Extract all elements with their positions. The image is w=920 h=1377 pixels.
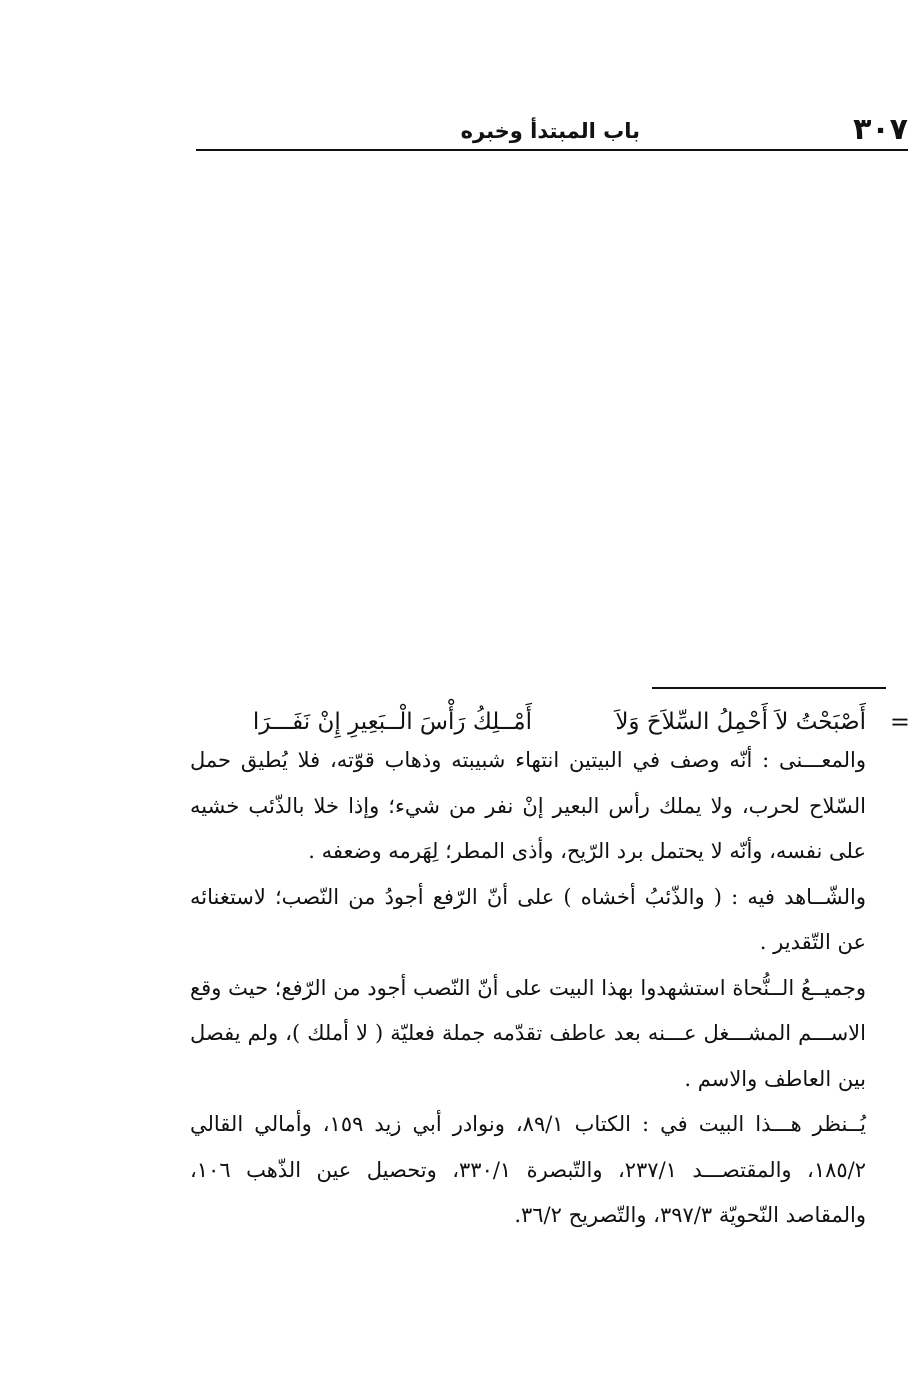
page-number: ٣٠٧ — [853, 112, 908, 147]
verse-continuation-marker: = — [889, 708, 910, 736]
verse-first-hemistich: أَصْبَحْتُ لاَ أَحْمِلُ السِّلاَحَ وَلاَ — [615, 709, 866, 735]
evidence-paragraph: والشّــاهد فيه : ( والذّئبُ أخشاه ) على أنّ الرّفع أجودُ من النّصب؛ لاستغنائه عن التّقدير . — [190, 884, 866, 954]
footnote-body — [190, 738, 866, 1239]
header-rule — [196, 149, 908, 151]
running-title: باب المبتدأ وخبره — [460, 119, 640, 143]
grammarians-paragraph: وجميــعُ الــنُّحاة استشهدوا بهذا البيت على أنّ النّصب أجود من الرّفع؛ حيث وقع الاســـم المشـــغل عـــنه بعد عاطف تقدّمه جملة فعليّة ( لا أملك )، ولم يفصل بين العاطف والاسم . — [190, 975, 866, 1091]
references-paragraph: يُــنظر هـــذا البيت في : الكتاب ٨٩/١، ونوادر أبي زيد ١٥٩، وأمالي القالي ١٨٥/٢، والمقتصـــد ٢٣٧/١، والتّبصرة ٣٣٠/١، وتحصيل عين الذّهب ١٠٦، والمقاصد النّحويّة ٣٩٧/٣، والتّصريح ٣٦/٢. — [190, 1112, 867, 1227]
footnote-separator — [652, 687, 886, 689]
page-header — [196, 112, 908, 148]
verse-second-hemistich: أَمْــلِكُ رَأْسَ الْــبَعِيرِ إِنْ نَفَـــرَا — [252, 709, 532, 735]
meaning-paragraph: والمعـــنى : أنّه وصف في البيتين انتهاء شبيبته وذهاب قوّته، فلا يُطيق حمل السّلاح لحرب، ولا يملك رأس البعير إنْ نفر من شيء؛ وإذا خلا بالذّئب خشيه على نفسه، وأنّه لا يحتمل برد الرّيح، وأذى المطر؛ لِهَرمه وضعفه . — [190, 748, 866, 863]
